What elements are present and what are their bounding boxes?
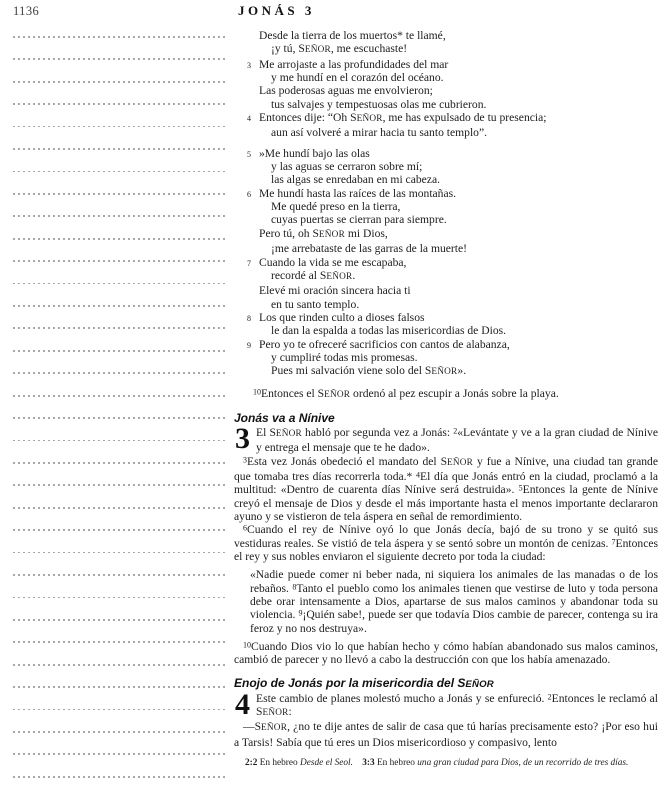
poem-line-text: Cuando la vida se me escapaba, bbox=[259, 255, 407, 269]
text-column bbox=[234, 29, 658, 770]
poem-line-text: las algas se enredaban en mi cabeza. bbox=[271, 173, 440, 187]
poem-line-text: »Me hundí bajo las olas bbox=[259, 146, 370, 160]
note-line bbox=[13, 619, 226, 621]
note-line bbox=[13, 686, 226, 688]
note-line bbox=[13, 148, 226, 150]
poem-line bbox=[234, 364, 658, 379]
note-line bbox=[13, 417, 226, 419]
poem-line bbox=[234, 338, 658, 351]
decree-block-quote: «Nadie puede comer ni beber nada, ni siquiera los animales de las manadas o de los rebaños. $^8$Tanto el pueblo como los animales tienen que vestirse de luto y toda persona debe orar intensamente a Dios, apartarse de sus malos caminos y abandonar toda su violencia. $^9$¡Quién sabe!, puede ser que todavía Dios cambie de parecer, contenga su ira feroz y no nos destruya». bbox=[250, 568, 658, 635]
poem-line-text: y cumpliré todas mis promesas. bbox=[271, 350, 418, 364]
poem-line-text: ¡y tú, SEÑOR, me escuchaste! bbox=[271, 42, 408, 56]
chapter-3-opening bbox=[234, 421, 658, 455]
paragraph-3-10: $^{10}$Cuando Dios vio lo que habían hecho y cómo habían abandonado sus malos caminos, cambió de parecer y no llevó a cabo la destrucción con que los había amenazado. bbox=[234, 640, 658, 667]
note-line bbox=[13, 372, 226, 374]
note-line bbox=[13, 36, 226, 38]
poem-line-text: ¡me arrebataste de las garras de la muerte! bbox=[271, 242, 468, 256]
note-line bbox=[13, 126, 226, 128]
poem-stanza-1 bbox=[234, 29, 658, 140]
note-line bbox=[13, 238, 226, 240]
note-line bbox=[13, 507, 226, 509]
note-line bbox=[13, 529, 226, 531]
note-line bbox=[13, 462, 226, 464]
poem-line bbox=[234, 84, 658, 97]
poem-line bbox=[234, 213, 658, 226]
note-line bbox=[13, 641, 226, 643]
poem-line bbox=[234, 58, 658, 71]
poem-line bbox=[234, 324, 658, 337]
poem-line bbox=[234, 173, 658, 186]
poem-line bbox=[234, 187, 658, 200]
poem-line-text: en tu santo templo. bbox=[271, 297, 360, 311]
paragraph-3-3: $^3$Esta vez Jonás obedeció el mandato del SEÑOR y fue a Nínive, una ciudad tan grande que tomaba tres días recorrerla toda.* $^4$El día que Jonás entró en la ciudad, proclamó a la multitud: «Dentro de cuarenta días Nínive será destruida». $^5$Entonces la gente de Nínive creyó el mensaje de Dios y desde el más importante hasta el menos importante declararon ayuno y se vistieron de tela áspera en señal de remordimiento. bbox=[234, 454, 659, 523]
poem-line bbox=[234, 351, 658, 364]
note-line bbox=[13, 574, 226, 576]
poem-line-text: Pero yo te ofreceré sacrificios con cantos de alabanza, bbox=[259, 337, 510, 351]
poem-stanza-2 bbox=[234, 147, 658, 380]
poem-line-text: Pues mi salvación viene solo del SEÑOR». bbox=[271, 364, 467, 378]
footnote: 2:2 En hebreo Desde el Seol. bbox=[245, 758, 353, 769]
poem-line bbox=[234, 111, 658, 126]
chapter-3-opening-text: El SEÑOR habló por segunda vez a Jonás: $^2$«Levántate y ve a la gran ciudad de Nínive y entrega el mensaje que te he dado». bbox=[256, 425, 658, 455]
note-line bbox=[13, 327, 226, 329]
note-line bbox=[13, 171, 226, 173]
verse-number: 6 bbox=[247, 189, 251, 199]
poem-line bbox=[234, 256, 658, 269]
poem-line-text: Me quedé preso en la tierra, bbox=[271, 200, 401, 214]
note-line bbox=[13, 81, 226, 83]
poem-line-text: y las aguas se cerraron sobre mí; bbox=[271, 160, 423, 174]
note-line bbox=[13, 731, 226, 733]
poem-line-text: cuyas puertas se cierran para siempre. bbox=[271, 213, 447, 227]
poem-line bbox=[234, 269, 658, 284]
poem-line-text: y me hundí en el corazón del océano. bbox=[271, 71, 444, 85]
section-heading-ninive: Jonás va a Nínive bbox=[234, 410, 335, 425]
poem-line bbox=[234, 227, 658, 242]
verse-number: 5 bbox=[247, 149, 251, 159]
poem-line bbox=[234, 242, 658, 255]
note-line bbox=[13, 776, 226, 778]
paragraph-3-6: $^6$Cuando el rey de Nínive oyó lo que Jonás decía, bajó de su trono y se quitó sus vestiduras reales. Se vistió de tela áspera y se sentó sobre un montón de cenizas. $^7$Entonces el rey y sus nobles enviaron el siguiente decreto por toda la ciudad: bbox=[234, 523, 658, 564]
running-head: JONÁS 3 bbox=[238, 3, 315, 18]
poem-line-text: Desde la tierra de los muertos* te llamé, bbox=[259, 29, 446, 42]
poem-line bbox=[234, 298, 658, 311]
poem-line bbox=[234, 311, 658, 324]
poem-line-text: Elevé mi oración sincera hacia ti bbox=[259, 284, 411, 298]
verse-number: 3 bbox=[247, 60, 251, 70]
note-line bbox=[13, 283, 226, 285]
poem-line-text: Los que rinden culto a dioses falsos bbox=[259, 310, 425, 324]
note-line bbox=[13, 103, 226, 105]
note-line bbox=[13, 193, 226, 195]
chapter-4-opening bbox=[234, 687, 658, 721]
note-line bbox=[13, 215, 226, 217]
footnote: 3:3 En hebreo una gran ciudad para Dios, de un recorrido de tres días. bbox=[362, 758, 629, 769]
poem-line bbox=[234, 98, 658, 111]
poem-line-text: Pero tú, oh SEÑOR mi Dios, bbox=[259, 226, 388, 240]
chapter-3-dropcap: 3 bbox=[235, 421, 250, 455]
poem-line bbox=[234, 71, 658, 84]
poem-line-text: aun así volveré a mirar hacia tu santo templo”. bbox=[271, 126, 488, 140]
poem-line bbox=[234, 284, 658, 297]
poem-line-text: Las poderosas aguas me envolvieron; bbox=[259, 84, 433, 98]
note-line bbox=[13, 597, 226, 599]
poem-line-text: le dan la espalda a todas las misericordias de Dios. bbox=[271, 324, 507, 338]
poem-line-text: Me arrojaste a las profundidades del mar bbox=[259, 57, 449, 71]
note-line bbox=[13, 709, 226, 711]
section-heading-enojo: Enojo de Jonás por la misericordia del SEÑOR bbox=[234, 675, 494, 690]
poem-line-text: recordé al SEÑOR. bbox=[271, 268, 356, 282]
page-number: 1136 bbox=[13, 4, 40, 18]
note-line bbox=[13, 260, 226, 262]
poem-line-text: tus salvajes y tempestuosas olas me cubrieron. bbox=[271, 97, 487, 111]
poem-line bbox=[234, 29, 658, 42]
poem-line bbox=[234, 147, 658, 160]
margin-notes bbox=[13, 36, 226, 784]
poem-line bbox=[234, 126, 658, 139]
verse-number: 9 bbox=[247, 340, 251, 350]
poem-line-text: Entonces dije: “Oh SEÑOR, me has expulsado de tu presencia; bbox=[259, 111, 547, 125]
poem-jonah-prayer bbox=[234, 29, 658, 380]
poem-line-text: Me hundí hasta las raíces de las montañas. bbox=[259, 186, 457, 200]
verse-number: 8 bbox=[247, 313, 251, 323]
note-line bbox=[13, 58, 226, 60]
chapter-4-dropcap: 4 bbox=[235, 687, 250, 721]
note-line bbox=[13, 552, 226, 554]
verse-number: 7 bbox=[247, 258, 251, 268]
footnotes bbox=[234, 758, 658, 770]
note-line bbox=[13, 440, 226, 442]
poem-line bbox=[234, 160, 658, 173]
chapter-4-opening-text: Este cambio de planes molestó mucho a Jonás y se enfureció. $^2$Entonces le reclamó al SEÑOR: bbox=[256, 691, 658, 719]
note-line bbox=[13, 350, 226, 352]
poem-line bbox=[234, 200, 658, 213]
verse-number: 4 bbox=[247, 114, 251, 124]
note-line bbox=[13, 753, 226, 755]
note-line bbox=[13, 484, 226, 486]
note-line bbox=[13, 395, 226, 397]
note-line bbox=[13, 305, 226, 307]
paragraph-4-2: —SEÑOR, ¿no te dije antes de salir de casa que tú harías precisamente esto? ¡Por eso hui a Tarsis! Sabía que tú eres un Dios misericordioso y compasivo, lento bbox=[234, 720, 658, 749]
poem-line bbox=[234, 42, 658, 57]
note-line bbox=[13, 664, 226, 666]
verse-10-line: $^{10}$Entonces el SEÑOR ordenó al pez escupir a Jonás sobre la playa. bbox=[253, 386, 559, 400]
